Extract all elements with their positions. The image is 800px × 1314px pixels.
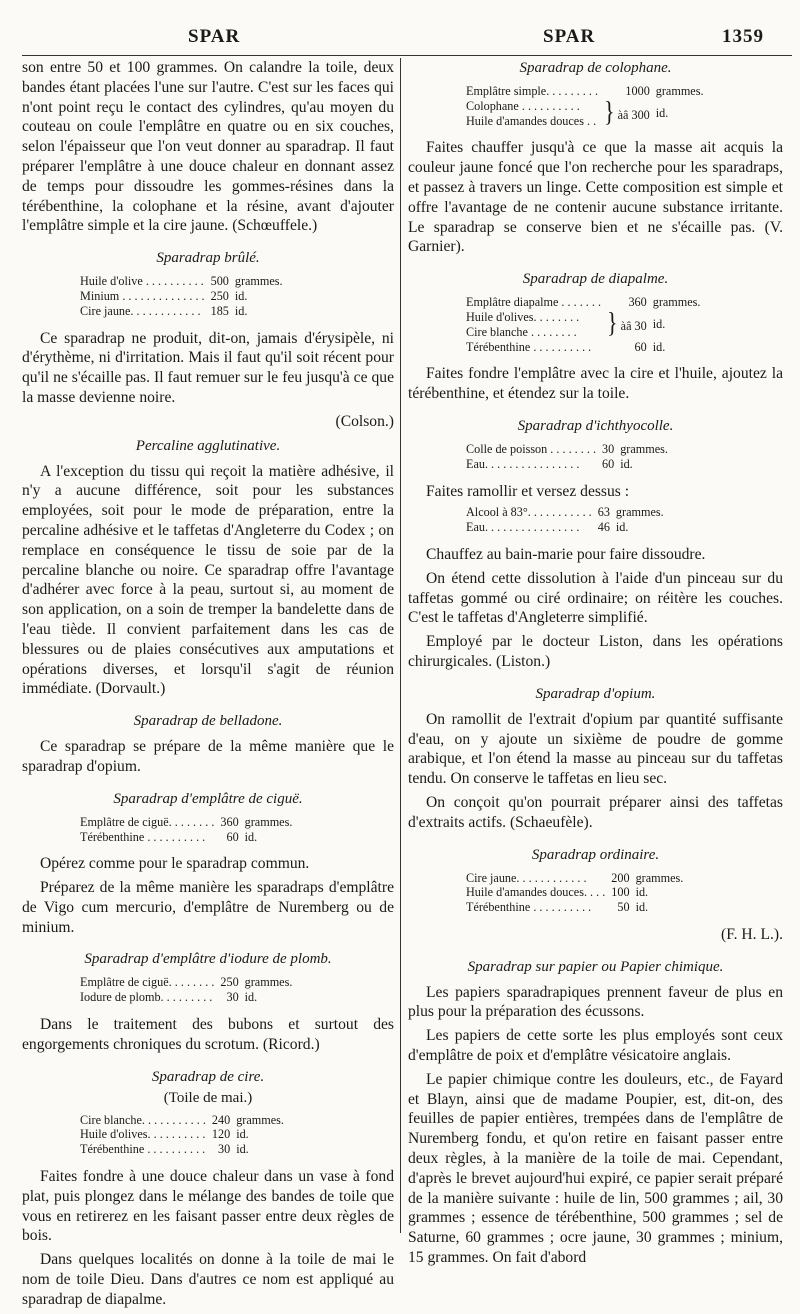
recipe-row: Emplâtre diapalme . . . . . . . 360 grammes. [466,295,701,310]
body-paragraph: Faites ramollir et versez dessus : [426,482,630,500]
body-paragraph: Dans le traitement des bubons et surtout des engorgements chroniques du scrotum. (Ricord.) [22,1016,394,1053]
body-paragraph: Opérez comme pour le sparadrap commun. [40,855,310,873]
recipe-row: Térébenthine . . . . . . . . . . 60 id. [466,339,666,354]
entry-title: Sparadrap de cire. [151,1068,265,1085]
body-paragraph: Chauffez au bain-marie pour faire dissoudre. [426,545,706,563]
recipe-row: Colophane . . . . . . . . . . } àâ 300 id. [466,94,669,128]
recipe-row: Minium . . . . . . . . . . . . . . 250 id. [80,288,248,303]
body-paragraph: Faites fondre à une douce chaleur dans un vase à fond plat, puis plongez dans le mélange des bandes de toile que vous en retirerez en les faisant passer entre deux règles de bois. [22,1168,394,1245]
recipe-row: Huile d'amandes douces. . . . 100 id. [466,885,649,900]
entry-title: Sparadrap d'emplâtre de ciguë. [113,790,303,807]
source-citation: (Colson.) [335,412,394,430]
recipe-table [80,815,292,845]
body-paragraph: A l'exception du tissu qui reçoit la matière adhésive, il n'y a aucune différence, soit pour les substances employées, soit pour le mode de préparation, entre la percaline adhésive et le taffetas d'Angleterre du Codex ; on remplace en conséquence le tissu de soie par de la percaline blanche ou noire. Ce sparadrap offre l'avantage d'adhérer avec force à la peau, surtout si, au moment de son application, on a soin de tremper la bandelette dans de l'eau tiède. Il convient parfaitement dans les cas de blessures ou de plaies consécutives aux amputations et opérations diverses, et lorsqu'il s'agit de réunion immédiate. (Dorvault.) [22,462,394,698]
body-paragraph: On étend cette dissolution à l'aide d'un pinceau sur du taffetas gommé ou ciré ordinaire; on réitère les couches. C'est le taffetas d'Angleterre simplifié. [408,569,783,627]
body-paragraph: Les papiers sparadrapiques prennent faveur de plus en plus pour la préparation des écussons. [408,983,783,1021]
recipe-table [80,1113,284,1157]
right-column [408,58,783,1272]
recipe-row: Huile d'amandes douces . . [466,113,597,128]
recipe-table [466,442,668,472]
recipe-row: Cire jaune. . . . . . . . . . . . 200 grammes. [466,870,684,885]
recipe-row: Emplâtre de ciguë. . . . . . . . 360 grammes. [80,814,293,829]
page-number: 1359 [722,26,764,47]
intro-paragraph: son entre 50 et 100 grammes. On calandre la toile, deux bandes étant placées l'une sur l'autre. C'est sur les faces qui n'ont point reçu le contact des cylindres, qu'au moyen du couteau on coule l'emplâtre en quatre ou en six couches, selon l'épaisseur que l'on veut donner au sparadrap. Il faut préparer l'emplâtre à une douce chaleur en donnant assez de temps pour dissoudre les gommes-résines dans la térébenthine, la colophane et la résine, avant d'ajouter l'emplâtre simple et la cire jaune. (Schœuffele.) [22,59,394,235]
entry-title: Sparadrap de diapalme. [522,271,669,288]
entry-title: Sparadrap sur papier ou Papier chimique. [467,958,724,975]
recipe-row: Cire blanche . . . . . . . . [466,324,577,339]
recipe-row: Eau. . . . . . . . . . . . . . . . 60 id. [466,456,633,471]
body-paragraph: Faites fondre l'emplâtre avec la cire et l'huile, ajoutez la térébenthine, et étendez sur la toile. [408,365,783,403]
recipe-table [466,295,700,354]
recipe-table [466,871,683,915]
entry-title: Sparadrap brûlé. [156,250,260,267]
recipe-row: Huile d'olive . . . . . . . . . . 500 grammes. [80,274,283,289]
recipe-row: Térébenthine . . . . . . . . . . 50 id. [466,900,649,915]
entry-title: Percaline agglutinative. [135,437,281,454]
body-paragraph: Employé par le docteur Liston, dans les opérations chirurgicales. (Liston.) [408,633,783,670]
source-citation: (F. H. L.). [721,925,783,943]
left-column [22,58,394,1314]
brace-icon: } [607,305,618,339]
entry-title: Sparadrap de colophane. [519,60,672,76]
recipe-row: Térébenthine . . . . . . . . . . 60 id. [80,829,258,844]
body-paragraph: Les papiers de cette sorte les plus employés sont ceux d'emplâtre de poix et d'emplâtre vésicatoire anglais. [408,1027,783,1065]
body-paragraph: Le papier chimique contre les douleurs, etc., de Fayard et Blayn, ainsi que de madame Poupier, est, dit-on, des feuilles de papier entières, trempées dans de l'emplâtre de Nuremberg fondu, et qu'on retire en faisant passer entre deux règles, à la manière de la toile de mai. Cependant, d'après le brevet aujourd'hui expiré, ce papier serait préparé de la manière suivante : huile de lin, 500 grammes ; ail, 30 grammes ; essence de térébenthine, 500 grammes ; sel de Saturne, 60 grammes ; ocre jaune, 30 grammes ; minium, 15 grammes. On fait d'abord [408,1070,783,1267]
header-center-word: SPAR [543,26,596,47]
body-paragraph: On ramollit de l'extrait d'opium par quantité suffisante d'eau, on y ajoute un sixième de poudre de gomme arabique, et l'on étend la masse au pinceau sur du taffetas tendu. On conserve le taffetas en lieu sec. [408,710,783,788]
body-paragraph: Faites chauffer jusqu'à ce que la masse ait acquis la couleur jaune foncé que l'on recherche pour les sparadraps, et passez à travers un linge. Cette composition est simple et offre l'avantage de ne contenir aucune substance irritante. Le sparadrap se conserve bien et ne s'écaille pas. (V. Garnier). [408,139,783,256]
body-paragraph: Ce sparadrap se prépare de la même manière que le sparadrap d'opium. [22,738,394,775]
body-paragraph: Ce sparadrap ne produit, dit-on, jamais d'érysipèle, ni d'érythème, ni d'irritation. Mais il faut qu'il soit récent pour qu'il ne s'écaille pas. Il faut remuer sur le feu jusqu'à ce que la masse devienne noire. [22,329,394,406]
entry-subtitle: (Toile de mai.) [163,1089,253,1106]
column-divider [400,58,401,1233]
entry-title: Sparadrap d'opium. [535,685,656,702]
entry-title: Sparadrap ordinaire. [531,846,660,863]
body-paragraph: Préparez de la même manière les sparadraps d'emplâtre de Vigo cum mercurio, d'emplâtre de Nuremberg ou de minium. [22,879,394,936]
recipe-row: Emplâtre de ciguë. . . . . . . . 250 grammes. [80,975,293,990]
recipe-table [466,505,664,535]
recipe-table [80,274,283,318]
brace-icon: } [604,94,615,128]
recipe-row: Térébenthine . . . . . . . . . . 30 id. [80,1142,249,1157]
recipe-row: Emplâtre simple. . . . . . . . . 1000 grammes. [466,84,704,98]
recipe-row: Cire blanche. . . . . . . . . . . 240 grammes. [80,1112,284,1127]
recipe-row: Huile d'olives. . . . . . . . . . 120 id. [80,1127,249,1142]
recipe-row: Huile d'olives. . . . . . . . } àâ 30 id. [466,305,666,339]
header-rule [22,55,792,56]
recipe-row: Iodure de plomb. . . . . . . . . 30 id. [80,990,258,1005]
recipe-table [466,84,704,128]
entry-title: Sparadrap de belladone. [133,713,283,730]
entry-title: Sparadrap d'ichthyocolle. [517,417,674,434]
recipe-row: Alcool à 83°. . . . . . . . . . . 63 grammes. [466,505,664,520]
recipe-row: Eau. . . . . . . . . . . . . . . . 46 id. [466,520,629,535]
recipe-row: Colle de poisson . . . . . . . . 30 grammes. [466,441,668,456]
header-left-word: SPAR [188,26,241,47]
entry-title: Sparadrap d'emplâtre d'iodure de plomb. [84,951,332,968]
running-header [0,26,800,52]
recipe-row: Cire jaune. . . . . . . . . . . . 185 id. [80,303,248,318]
body-paragraph: On conçoit qu'on pourrait préparer ainsi des taffetas d'extraits actifs. (Schaeufèle). [408,793,783,831]
recipe-table [80,975,292,1005]
body-paragraph: Dans quelques localités on donne à la toile de mai le nom de toile Dieu. Dans d'autres ce nom est appliqué au sparadrap de diapalme. [22,1251,394,1308]
